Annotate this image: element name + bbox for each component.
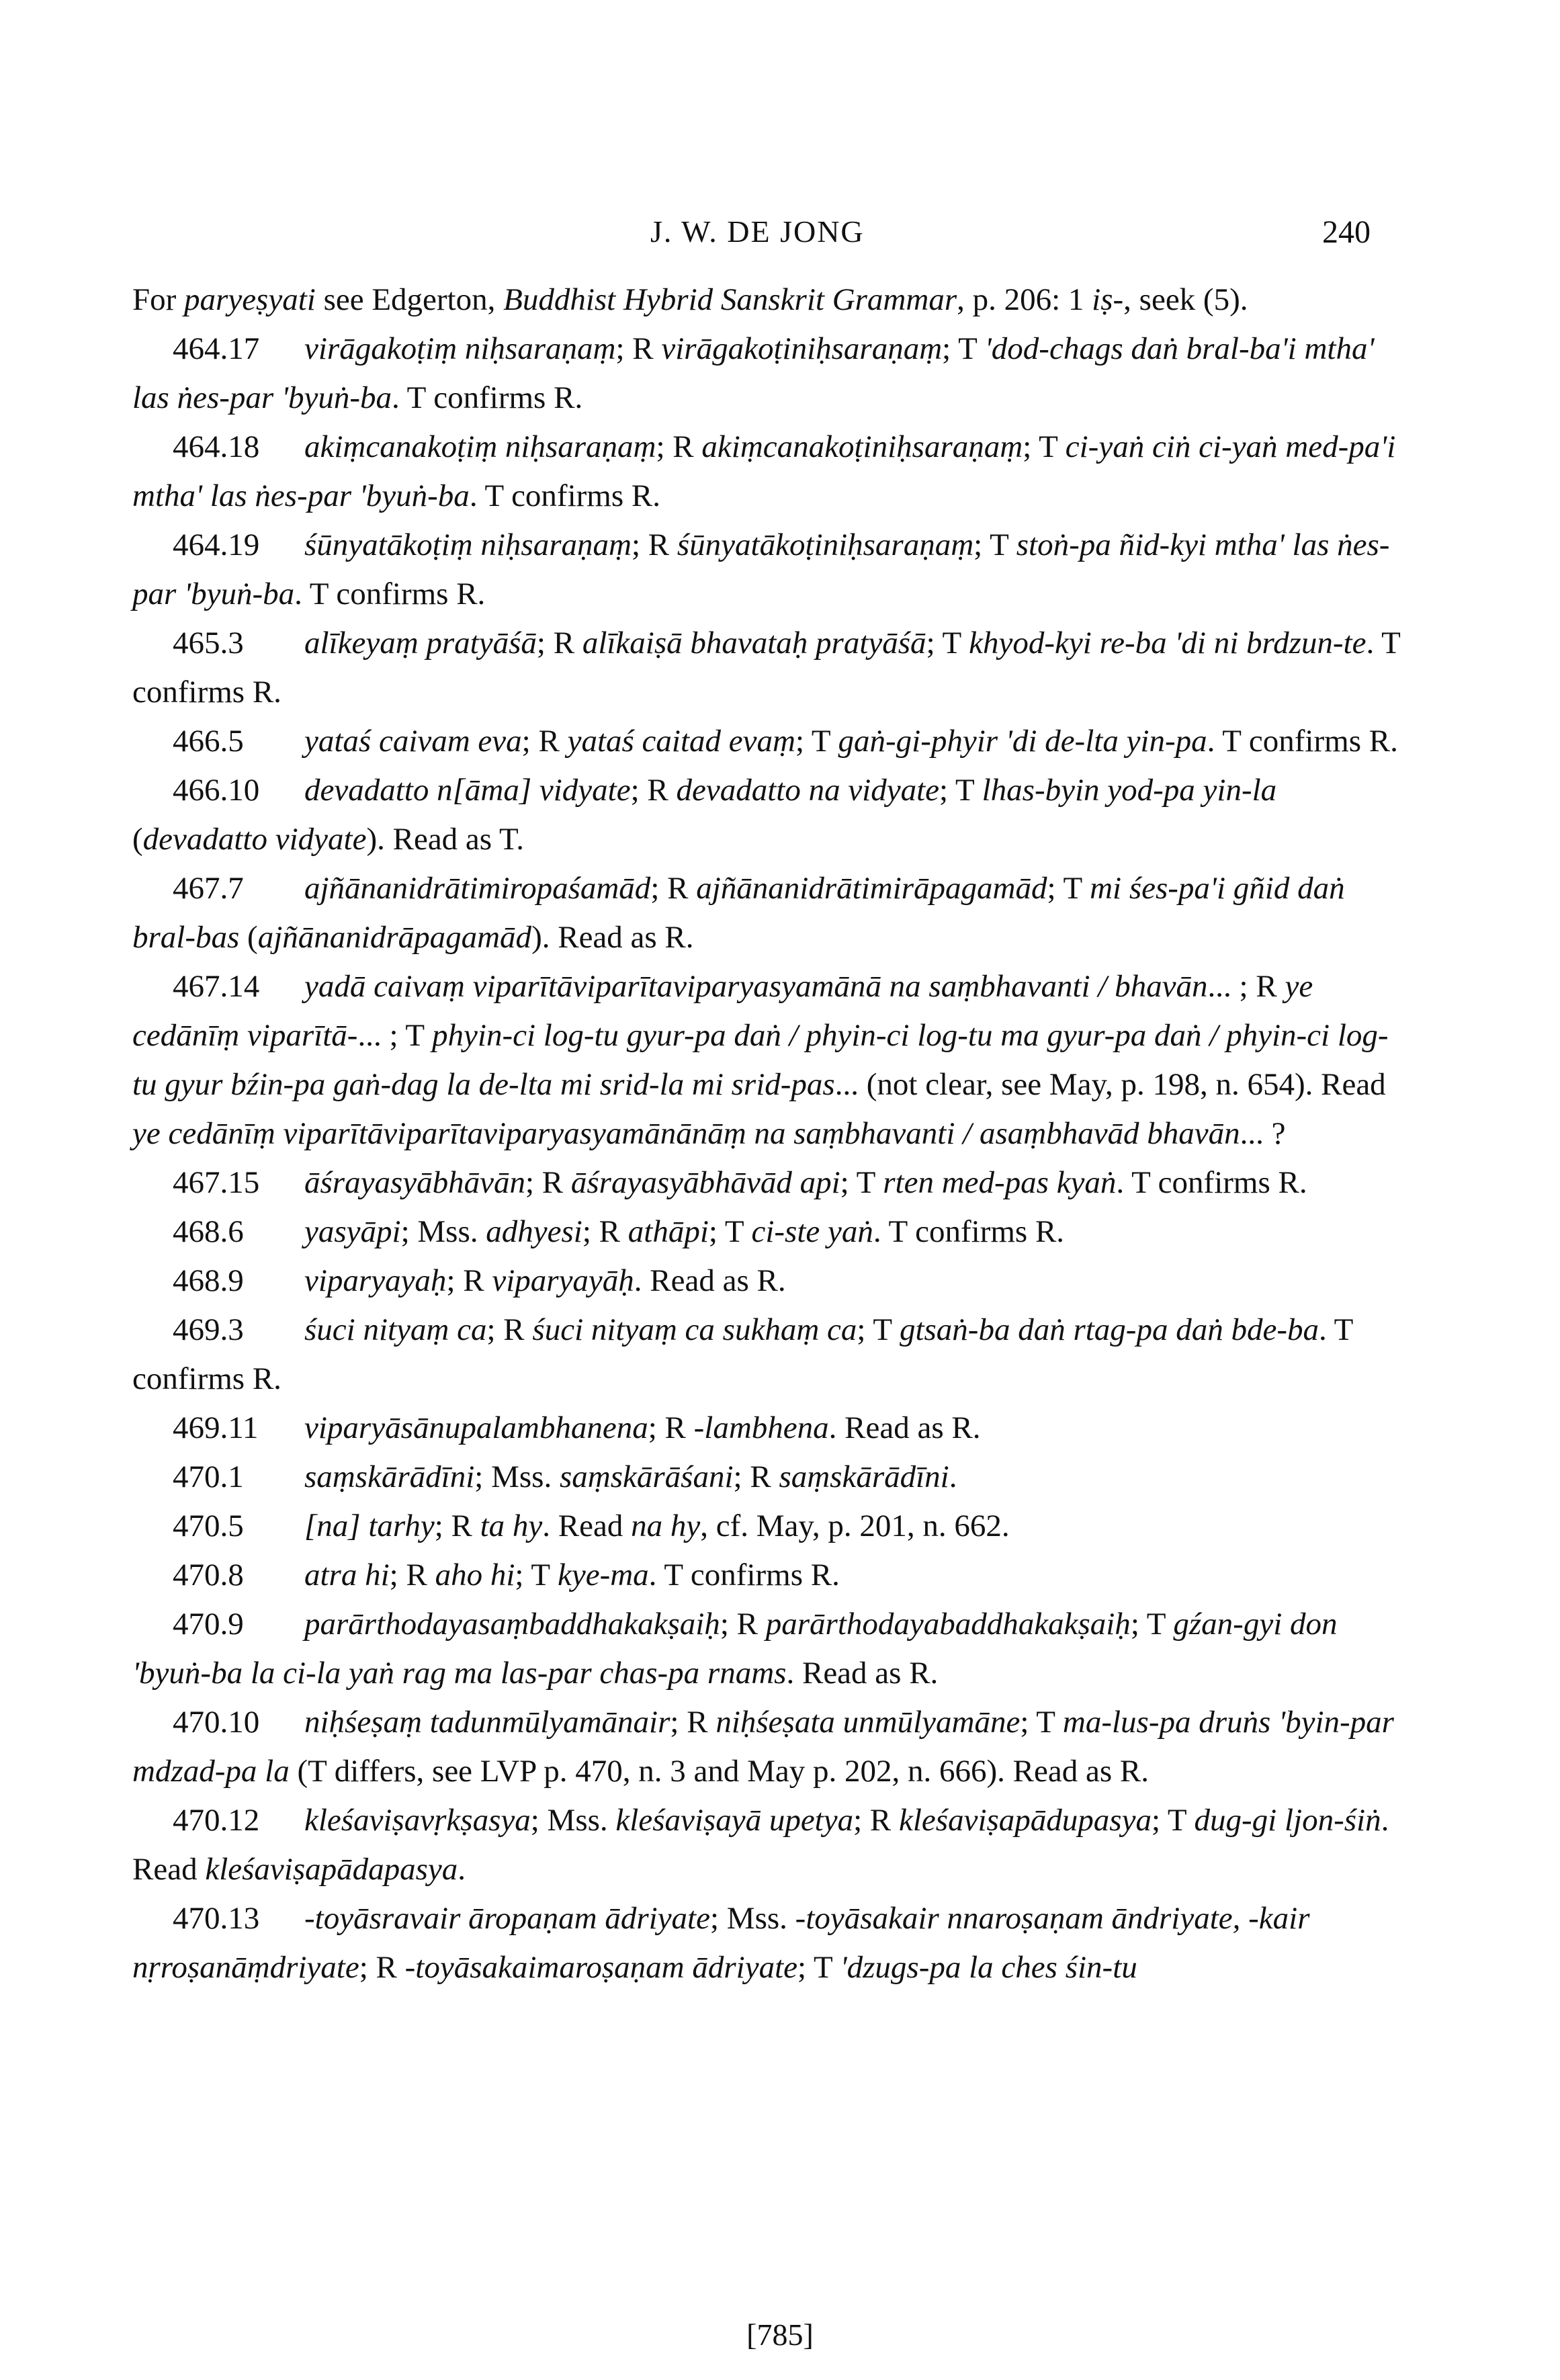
text-run: ... ; T xyxy=(357,1018,433,1053)
text-run: . Read xyxy=(132,1803,1389,1887)
italic-text: khyod-kyi re-ba 'di ni brdzun-te xyxy=(969,626,1367,661)
text-run: ; T xyxy=(515,1558,558,1592)
entry-paragraph xyxy=(132,962,1409,1158)
italic-text: parārthodayasaṃbaddhakakṣaiḥ xyxy=(304,1607,720,1642)
italic-text: āśrayasyābhāvād api xyxy=(570,1165,840,1200)
entry-list xyxy=(132,325,1409,1992)
entry-ref: 464.18 xyxy=(173,429,260,464)
italic-text: ma-lus-pa druṅs 'byin-par mdzad-pa la xyxy=(132,1705,1394,1789)
italic-text: ajñānanidrāpagamād xyxy=(257,920,532,955)
italic-text: alīkaiṣā bhavataḥ pratyāśā xyxy=(582,626,926,661)
text-run: ; T xyxy=(1047,871,1090,906)
italic-text: alīkeyaṃ pratyāśā xyxy=(304,626,537,661)
text-run: . T confirms R. xyxy=(132,1312,1353,1396)
text-run: ; R xyxy=(670,1705,716,1740)
text-run: ; T xyxy=(840,1165,883,1200)
entry-ref: 466.10 xyxy=(173,773,260,808)
text-run: (T differs, see LVP p. 470, n. 3 and May p. 202, n. 666). Read as R. xyxy=(289,1754,1150,1789)
italic-text: 'dod-chags daṅ bral-ba'i mtha' las ṅes-par 'byuṅ-ba xyxy=(132,331,1375,415)
italic-text: āśrayasyābhāvān xyxy=(304,1165,525,1200)
page-header xyxy=(0,214,1560,254)
italic-text: devadatto vidyate xyxy=(142,822,367,857)
text-run: ; R xyxy=(446,1263,492,1298)
entry-ref: 469.11 xyxy=(173,1410,259,1445)
text-run: ; T xyxy=(708,1214,752,1249)
entry-ref: 464.19 xyxy=(173,527,260,562)
text-run: . T confirms R. xyxy=(1207,724,1398,759)
italic-text: parārthodayabaddhakakṣaiḥ xyxy=(765,1607,1131,1642)
text-run: ; R xyxy=(853,1803,900,1838)
italic-text: ta hy xyxy=(480,1508,543,1543)
text-run: . T confirms R. xyxy=(1116,1165,1307,1200)
italic-text: dug-gi ljon-śiṅ xyxy=(1194,1803,1381,1838)
text-run: . Read as R. xyxy=(828,1410,981,1445)
italic-text: iṣ- xyxy=(1092,282,1124,317)
italic-text: niḥśeṣaṃ tadunmūlyamānair xyxy=(304,1705,670,1740)
text-run: ; Mss. xyxy=(474,1459,560,1494)
text-run: ; R xyxy=(720,1607,766,1642)
text-run: ... ; R xyxy=(1207,969,1285,1004)
text-run: ; T xyxy=(1130,1607,1174,1642)
italic-text: yasyāpi xyxy=(304,1214,401,1249)
entry-paragraph xyxy=(132,766,1409,864)
entry-ref: 470.10 xyxy=(173,1705,260,1740)
entry-ref: 470.8 xyxy=(173,1558,244,1592)
text-run: ; T xyxy=(926,626,969,661)
entry-paragraph xyxy=(132,521,1409,619)
text-run: ; R xyxy=(486,1312,533,1347)
text-run: ; R xyxy=(648,1410,694,1445)
text-run: ; R xyxy=(631,527,677,562)
text-run: ; R xyxy=(582,1214,628,1249)
italic-text: yadā caivaṃ viparītāviparītaviparyasyamānā na saṃbhavanti / bhavān xyxy=(304,969,1208,1004)
italic-text: -toyāsakair nnaroṣaṇam āndriyate, -kair nṛroṣanāṃdriyate xyxy=(132,1901,1310,1985)
entry-paragraph xyxy=(132,1257,1409,1306)
text-run: ; T xyxy=(942,331,985,366)
italic-text: gźan-gyi don 'byuṅ-ba la ci-la yaṅ rag ma las-par chas-pa rnams xyxy=(132,1607,1338,1691)
text-run: ; T xyxy=(857,1312,900,1347)
entry-paragraph xyxy=(132,1158,1409,1207)
entry-paragraph xyxy=(132,1698,1409,1796)
entry-paragraph xyxy=(132,325,1409,423)
italic-text: akiṃcanakoṭiṃ niḥsaraṇaṃ xyxy=(304,429,656,464)
text-run: , cf. May, p. 201, n. 662. xyxy=(700,1508,1010,1543)
italic-text: ci-yaṅ ciṅ ci-yaṅ med-pa'i mtha' las ṅes-par 'byuṅ-ba xyxy=(132,429,1396,513)
entry-ref: 470.12 xyxy=(173,1803,260,1838)
italic-text: viparyāsānupalambhanena xyxy=(304,1410,648,1445)
italic-text: [na] tarhy xyxy=(304,1508,435,1543)
text-run: ; R xyxy=(359,1950,405,1985)
italic-text: adhyesi xyxy=(486,1214,582,1249)
entry-paragraph xyxy=(132,1502,1409,1551)
text-run: ). Read as T. xyxy=(366,822,524,857)
italic-text: ye cedānīṃ viparītā- xyxy=(132,969,1313,1053)
entry-ref: 470.13 xyxy=(173,1901,260,1936)
entry-paragraph xyxy=(132,1306,1409,1404)
italic-text: yataś caivam eva xyxy=(304,724,522,759)
italic-text: paryeṣyati xyxy=(184,282,316,317)
text-run: ; T xyxy=(1020,1705,1063,1740)
text-run: . T confirms R. xyxy=(648,1558,840,1592)
text-run: ; Mss. xyxy=(400,1214,486,1249)
entry-paragraph xyxy=(132,1453,1409,1502)
entry-paragraph xyxy=(132,1551,1409,1600)
italic-text: saṃskārādīni xyxy=(779,1459,949,1494)
italic-text: śūnyatākoṭiṃ niḥsaraṇaṃ xyxy=(304,527,632,562)
italic-text: virāgakoṭiniḥsaraṇaṃ xyxy=(661,331,943,366)
text-run: ). Read as R. xyxy=(531,920,694,955)
italic-text: yataś caitad evaṃ xyxy=(567,724,795,759)
italic-text: gaṅ-gi-phyir 'di de-lta yin-pa xyxy=(838,724,1207,759)
text-run: ; R xyxy=(536,626,582,661)
entry-ref: 469.3 xyxy=(173,1312,244,1347)
italic-text: akiṃcanakoṭiniḥsaraṇaṃ xyxy=(701,429,1023,464)
italic-text: kye-ma xyxy=(557,1558,649,1592)
italic-text: śuci nityaṃ ca sukhaṃ ca xyxy=(532,1312,857,1347)
text-run: . Read as R. xyxy=(634,1263,786,1298)
italic-text: devadatto n[āma] vidyate xyxy=(304,773,631,808)
italic-text: -toyāsravair āropaṇam ādriyate xyxy=(304,1901,710,1936)
text-run: ; T xyxy=(1151,1803,1195,1838)
text-run: ; Mss. xyxy=(709,1901,795,1936)
entry-paragraph xyxy=(132,1796,1409,1894)
entry-ref: 470.1 xyxy=(173,1459,244,1494)
footer-page-ref: [785] xyxy=(746,2318,814,2352)
entry-ref: 468.9 xyxy=(173,1263,244,1298)
text-run: . T confirms R. xyxy=(392,380,583,415)
italic-text: atra hi xyxy=(304,1558,390,1592)
italic-text: saṃskārādīni xyxy=(304,1459,475,1494)
entry-ref: 465.3 xyxy=(173,626,244,661)
entry-paragraph xyxy=(132,864,1409,962)
text-run: ; Mss. xyxy=(530,1803,616,1838)
italic-text: śūnyatākoṭiniḥsaraṇaṃ xyxy=(677,527,974,562)
text-run: , p. 206: 1 xyxy=(957,282,1092,317)
entry-paragraph xyxy=(132,1894,1409,1992)
italic-text: gtsaṅ-ba daṅ rtag-pa daṅ bde-ba xyxy=(899,1312,1319,1347)
text-run: ; T xyxy=(939,773,982,808)
entry-paragraph xyxy=(132,423,1409,521)
italic-text: aho hi xyxy=(435,1558,515,1592)
text-run: ( xyxy=(132,822,143,857)
italic-text: ye cedānīṃ viparītāviparītaviparyasyamānānāṃ na saṃbhavanti / asaṃbhavād bhavān xyxy=(132,1116,1240,1151)
entry-paragraph xyxy=(132,1207,1409,1257)
entry-paragraph xyxy=(132,1404,1409,1453)
text-run: ; T xyxy=(973,527,1016,562)
text-run: ; R xyxy=(656,429,702,464)
text-run: ; R xyxy=(434,1508,480,1543)
italic-text: viparyayaḥ xyxy=(304,1263,447,1298)
text-run: . Read xyxy=(542,1508,632,1543)
italic-text: athāpi xyxy=(627,1214,709,1249)
text-run: see Edgerton, xyxy=(315,282,504,317)
entry-ref: 470.9 xyxy=(173,1607,244,1642)
text-run: . T confirms R. xyxy=(132,626,1400,710)
entry-paragraph xyxy=(132,619,1409,717)
entry-ref: 466.5 xyxy=(173,724,244,759)
text-run: ; R xyxy=(615,331,662,366)
text-run: ; T xyxy=(795,724,838,759)
italic-text: Buddhist Hybrid Sanskrit Grammar xyxy=(503,282,957,317)
italic-text: 'dzugs-pa la ches śin-tu xyxy=(840,1950,1137,1985)
page-number: 240 xyxy=(1322,214,1371,250)
text-run: , seek (5). xyxy=(1123,282,1248,317)
entry-ref: 467.7 xyxy=(173,871,244,906)
entry-paragraph xyxy=(132,717,1409,766)
text-run: . xyxy=(458,1852,466,1887)
intro-paragraph xyxy=(132,275,1409,325)
running-head: J. W. DE JONG xyxy=(650,214,865,249)
italic-text: na hy xyxy=(631,1508,701,1543)
italic-text: ci-ste yaṅ xyxy=(751,1214,873,1249)
italic-text: phyin-ci log-tu gyur-pa daṅ / phyin-ci log-tu ma gyur-pa daṅ / phyin-ci log-tu gyur bźin-pa gaṅ-dag la de-lta mi srid-la mi srid-pas xyxy=(132,1018,1389,1102)
text-run: ; T xyxy=(797,1950,840,1985)
text-run: ; R xyxy=(733,1459,779,1494)
text-run: . Read as R. xyxy=(786,1656,939,1691)
italic-text: mi śes-pa'i gñid daṅ bral-bas xyxy=(132,871,1345,955)
italic-text: ajñānanidrātimirāpagamād xyxy=(696,871,1047,906)
italic-text: -toyāsakaimaroṣaṇam ādriyate xyxy=(404,1950,798,1985)
entry-ref: 467.15 xyxy=(173,1165,260,1200)
body-text xyxy=(132,275,1409,1992)
text-run: ; R xyxy=(521,724,568,759)
text-run: For xyxy=(132,282,185,317)
text-run: ; R xyxy=(650,871,697,906)
text-run: . T confirms R. xyxy=(294,577,486,611)
italic-text: rten med-pas kyaṅ xyxy=(883,1165,1117,1200)
text-run: . T confirms R. xyxy=(873,1214,1065,1249)
text-run: . T confirms R. xyxy=(469,478,660,513)
text-run: ... ? xyxy=(1240,1116,1286,1151)
text-run: ; R xyxy=(389,1558,435,1592)
italic-text: kleśaviṣavṛkṣasya xyxy=(304,1803,531,1838)
text-run: ( xyxy=(239,920,258,955)
italic-text: śuci nityaṃ ca xyxy=(304,1312,487,1347)
text-run: ... (not clear, see May, p. 198, n. 654). Read xyxy=(834,1067,1386,1102)
italic-text: niḥśeṣata unmūlyamāne xyxy=(716,1705,1021,1740)
entry-ref: 470.5 xyxy=(173,1508,244,1543)
italic-text: devadatto na vidyate xyxy=(676,773,940,808)
italic-text: lhas-byin yod-pa yin-la xyxy=(982,773,1277,808)
text-run: ; R xyxy=(525,1165,571,1200)
italic-text: saṃskārāśani xyxy=(559,1459,734,1494)
italic-text: -lambhena xyxy=(693,1410,829,1445)
italic-text: stoṅ-pa ñid-kyi mtha' las ṅes-par 'byuṅ-ba xyxy=(132,527,1390,611)
italic-text: kleśaviṣapādapasya xyxy=(205,1852,458,1887)
italic-text: viparyayāḥ xyxy=(492,1263,634,1298)
italic-text: kleśaviṣapādupasya xyxy=(899,1803,1152,1838)
text-run: ; R xyxy=(630,773,677,808)
italic-text: ajñānanidrātimiropaśamād xyxy=(304,871,651,906)
entry-ref: 464.17 xyxy=(173,331,260,366)
italic-text: kleśaviṣayā upetya xyxy=(615,1803,854,1838)
text-run: ; T xyxy=(1023,429,1066,464)
entry-ref: 468.6 xyxy=(173,1214,244,1249)
entry-paragraph xyxy=(132,1600,1409,1698)
entry-ref: 467.14 xyxy=(173,969,260,1004)
text-run: . xyxy=(949,1459,957,1494)
italic-text: virāgakoṭiṃ niḥsaraṇaṃ xyxy=(304,331,616,366)
